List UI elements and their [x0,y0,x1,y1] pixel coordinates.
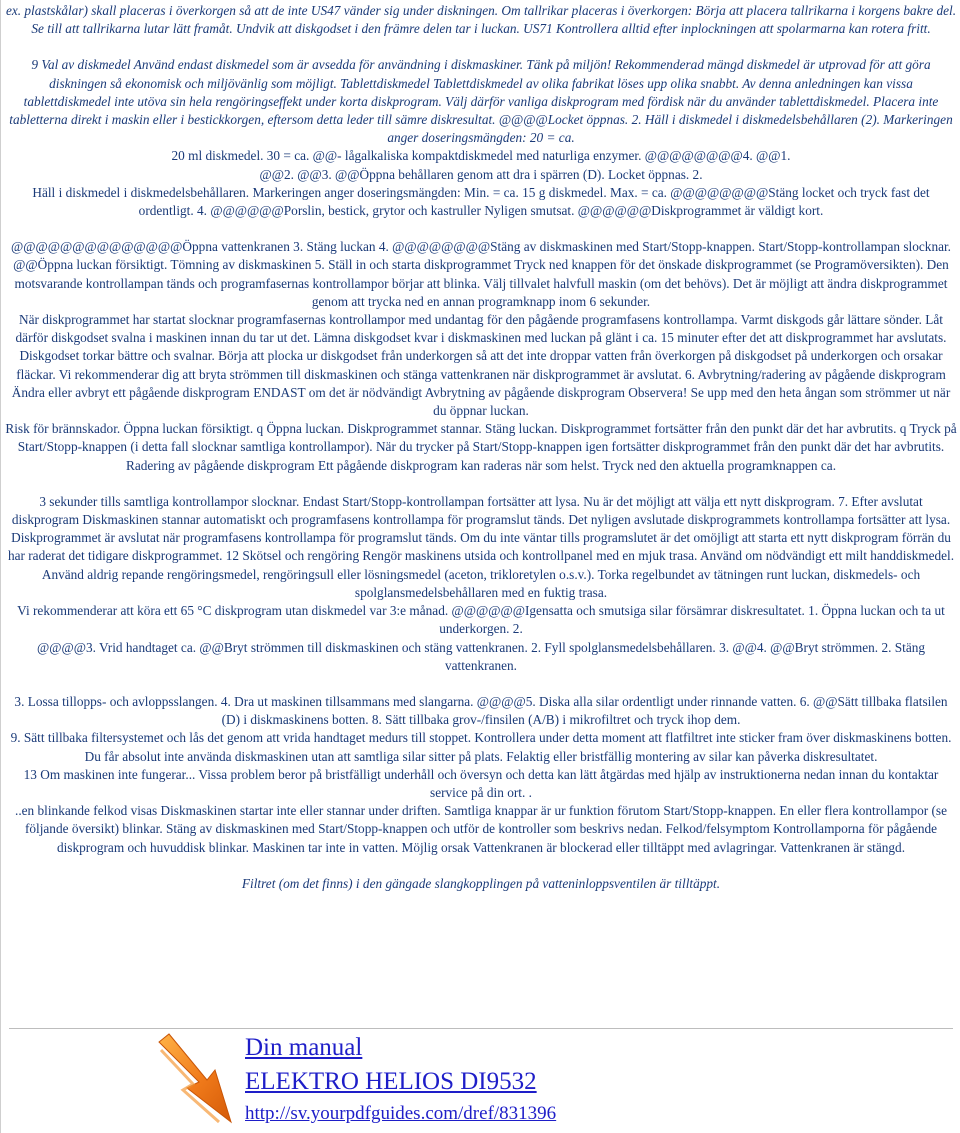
paragraph-loading-upper-basket: ex. plastskålar) skall placeras i överkorgen så att de inte US47 vänder sig under diskningen. Om tallrikar placeras i överkorgen: Börja att placera tallrikarna i korgens bakre del. Se till att tallrikarna lutar lätt framåt. Undvik att diskgodset i den främre delen tar i luckan. US71 Kontrollera alltid efter inplockningen att spolarmarna kan rotera fritt. [5,3,957,37]
paragraph-filter-system: 9. Sätt tillbaka filtersystemet och lås det genom att vrida handtaget medurs till stoppet. Kontrollera under detta moment att flatfiltret inte sticker fram över diskmaskinens botten. Du får absolut inte använda diskmaskinen utan att samtliga silar sitter på plats. Felaktig eller bristfällig montering av silar kan påverka diskresultatet. [10,730,952,764]
paragraph-start-program: @@@@@@@@@@@@@@Öppna vattenkranen 3. Stäng luckan 4. @@@@@@@@Stäng av diskmaskinen med Start/Stopp-knappen. Start/Stopp-kontrollampan slocknar. @@Öppna luckan försiktigt. Tömning av diskmaskinen 5. Ställ in och starta diskprogrammet Tryck ned knappen för det önskade diskprogrammet (se Programöversikten). Den motsvarande kontrollampan tänds och programfasernas kontrollampor börjar att blinka. Välj tillvalet halvfull maskin (om det behövs). Det är möjligt att ändra diskprogrammet genom att trycka ned en annan programknapp inom 6 sekunder. [10,239,952,309]
paragraph-detergent-amount: 20 ml diskmedel. 30 = ca. @@- lågalkaliska kompaktdiskmedel med naturliga enzymer. @@@@@@@@4. @@1. [171,148,791,164]
product-name-link[interactable]: ELEKTRO HELIOS DI9532 [245,1068,537,1095]
orange-arrow-icon [153,1030,239,1128]
paragraph-hoses-filters: 3. Lossa tillopps- och avloppsslangen. 4. Dra ut maskinen tillsammans med slangarna. @@@@5. Diska alla silar ordentligt under rinnande vatten. 6. @@Sätt tillbaka flatsilen (D) i diskmaskinens botten. 8. Sätt tillbaka grov-/finsilen (A/B) i mikrofiltret och tryck ihop dem. [14,693,948,728]
manual-text [5,2,957,893]
paragraph-unloading: Diskgodset torkar bättre och svalnar. Börja att plocka ur diskgodset från underkorgen så att det inte droppar vatten från överkorgen på diskgodset på underkorgen och orsakar fläckar. Vi rekommenderar dig att bryta strömmen till diskmaskinen och stänga vattenkranen när diskprogrammet är avslutat. 6. Avbrytning/radering av pågående diskprogram Ändra eller avbryt ett pågående diskprogram ENDAST om det är nödvändigt Avbrytning av pågående diskprogram Observera! Se upp med den heta ångan som strömmer ut när du öppnar luckan. [11,348,951,419]
paragraph-program-end: 3 sekunder tills samtliga kontrollampor slocknar. Endast Start/Stopp-kontrollampan fortsätter att lysa. Nu är det möjligt att välja ett nytt diskprogram. 7. Efter avslutat diskprogram Diskmaskinen stannar automatiskt och programfasens kontrollampa för programslut tänds. Det nyligen avslutade diskprogrammets kontrollampa fortsätter att lysa. Diskprogrammet är avslutat när programfasens kontrollampa för programslut tänds. Om du inte väntar tills programslutet är det omöjligt att starta ett nytt diskprogram förrän du har raderat det tidigare diskprogrammet. 12 Skötsel och rengöring Rengör maskinens utsida och kontrollpanel med en mjuk trasa. Använd om nödvändigt ett milt handdiskmedel. [7,493,955,564]
paragraph-open-container: @@2. @@3. @@Öppna behållaren genom att dra i spärren (D). Locket öppnas. 2. [259,166,703,182]
paragraph-error-codes: ..en blinkande felkod visas Diskmaskinen startar inte eller stannar under driften. Samtliga knappar är ur funktion förutom Start/Stopp-knappen. En eller flera kontrollampor (se följande översikt) blinkar. Stäng av diskmaskinen med Start/Stopp-knappen och utför de kontroller som beskrivs nedan. Felkod/felsymptom Kontrollamporna för pågående diskprogram och huvuddisk blinkar. Maskinen tar inte in vatten. Möjlig orsak Vattenkranen är blockerad eller tilltäppt med avlagringar. Vattenkranen är stängd. [15,803,947,855]
paragraph-interrupt: Risk för brännskador. Öppna luckan försiktigt. q Öppna luckan. Diskprogrammet stannar. Stäng luckan. Diskprogrammet fortsätter från den punkt där det har avbrutits. q Tryck på Start/Stopp-knappen (i detta fall slocknar samtliga kontrollampor). När du trycker på Start/Stopp-knappen igen fortsätter diskprogrammet från den punkt där det har avbrutits. Radering av pågående diskprogram Ett pågående diskprogram kan raderas när som helst. Tryck ned den aktuella programknappen ca. [5,421,957,473]
paragraph-after-start: När diskprogrammet har startat slocknar programfasernas kontrollampor med undantag för den pågående programfasens kontrollampa. Varmt diskgods går lättare sönder. Låt därför diskgodset svalna i maskinen innan du tar ut det. Lämna diskgodset kvar i diskmaskinen med luckan på glänt i ca. 15 minuter efter det att diskprogrammet har avslutats. [15,312,947,346]
footer-links [245,1032,556,1126]
paragraph-cleaning-agents: Använd aldrig repande rengöringsmedel, rengöringsull eller lösningsmedel (aceton, trikloretylen o.s.v.). Torka regelbundet av tätningen runt luckan, diskmedels- och spolglansmedelsbehållaren med en fuktig trasa. [41,566,921,600]
paragraph-fill-detergent: Häll i diskmedel i diskmedelsbehållaren. Markeringen anger doseringsmängden: Min. = ca. 15 g diskmedel. Max. = ca. @@@@@@@@Stäng locket och tryck fast det ordentligt. 4. @@@@@@Porslin, bestick, grytor och kastruller Nyligen smutsat. @@@@@@Diskprogrammet är väldigt kort. [32,184,930,219]
paragraph-filter-clogged: Filtret (om det finns) i den gängade slangkopplingen på vatteninloppsventilen är tilltäppt. [241,875,721,891]
paragraph-quarterly-program: Vi rekommenderar att köra ett 65 °C diskprogram utan diskmedel var 3:e månad. @@@@@@Igensatta och smutsiga silar försämrar diskresultatet. 1. Öppna luckan och ta ut underkorgen. 2. [17,603,945,637]
paragraph-detergent: 9 Val av diskmedel Använd endast diskmedel som är avsedda för användning i diskmaskiner. Tänk på miljön! Rekommenderad mängd diskmedel är utprovad för att göra diskningen så ekonomisk och miljövänlig som möjligt. Tablettdiskmedel Tablettdiskmedel av olika fabrikat löses upp olika snabbt. Av denna anledningen kan vissa tablettdiskmedel inte utöva sin hela rengöringseffekt under korta diskprogram. Välj därför vanliga diskprogram med fördisk när du använder tablettdiskmedel. Placera inte tabletterna direkt i maskin eller i bestickkorgen, eftersom detta leder till sämre diskresultat. @@@@Locket öppnas. 2. Häll i diskmedel i diskmedelsbehållaren (2). Markeringen anger doseringsmängden: 20 = ca. [9,57,953,146]
paragraph-handle: @@@@3. Vrid handtaget ca. @@Bryt strömmen till diskmaskinen och stäng vattenkranen. 2. Fyll spolglansmedelsbehållaren. 3. @@4. @@Bryt strömmen. 2. Stäng vattenkranen. [36,639,926,673]
din-manual-link[interactable]: Din manual [245,1034,363,1061]
footer-divider [9,1028,953,1029]
paragraph-troubleshooting: 13 Om maskinen inte fungerar... Vissa problem beror på bristfälligt underhåll och översyn och detta kan lätt åtgärdas med hjälp av instruktionerna nedan innan du kontaktar service på din ort. . [23,766,939,800]
manual-url-link[interactable]: http://sv.yourpdfguides.com/dref/831396 [245,1103,557,1124]
